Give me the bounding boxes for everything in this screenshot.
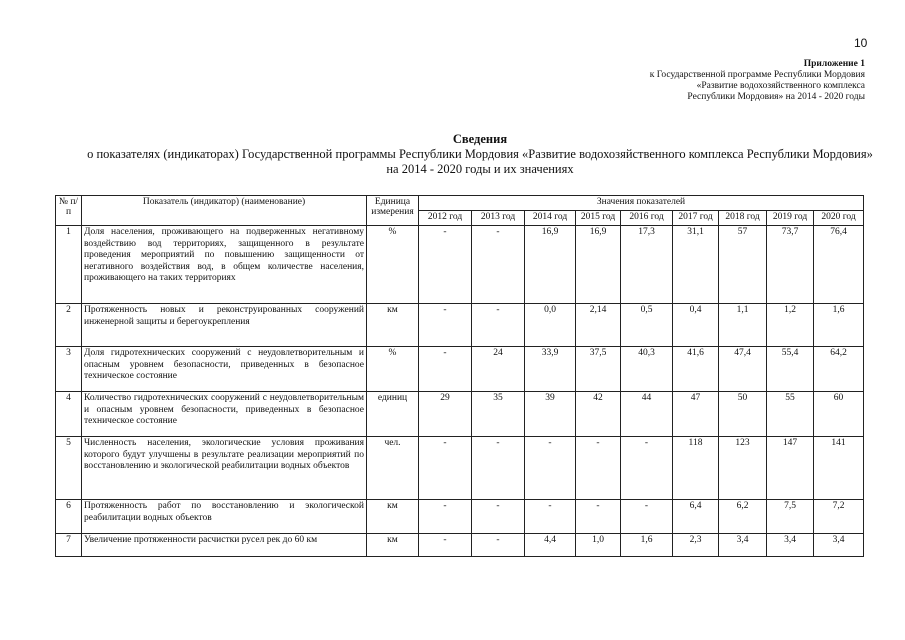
document-heading <box>80 132 880 177</box>
value-cell: - <box>472 500 525 534</box>
value-cell: 33,9 <box>525 347 576 392</box>
table-row <box>56 500 864 534</box>
year-header: 2015 год <box>576 211 621 226</box>
table-body <box>56 226 864 557</box>
appendix-line: Республики Мордовия» на 2014 - 2020 годы <box>687 92 865 102</box>
row-number: 2 <box>56 304 82 347</box>
year-header: 2017 год <box>673 211 719 226</box>
unit-cell: км <box>367 304 419 347</box>
value-cell: 16,9 <box>576 226 621 304</box>
year-header: 2012 год <box>419 211 472 226</box>
value-cell: 24 <box>472 347 525 392</box>
unit-cell: км <box>367 534 419 557</box>
value-cell: 7,2 <box>814 500 864 534</box>
value-cell: - <box>525 437 576 500</box>
table-row <box>56 226 864 304</box>
unit-cell: км <box>367 500 419 534</box>
value-cell: - <box>419 437 472 500</box>
value-cell: 47,4 <box>719 347 767 392</box>
value-cell: 2,3 <box>673 534 719 557</box>
table-row <box>56 534 864 557</box>
value-cell: 47 <box>673 392 719 437</box>
indicator-name: Увеличение протяженности расчистки русел рек до 60 км <box>82 534 367 557</box>
value-cell: 3,4 <box>719 534 767 557</box>
row-number: 3 <box>56 347 82 392</box>
value-cell: 73,7 <box>767 226 814 304</box>
value-cell: 147 <box>767 437 814 500</box>
value-cell: - <box>576 500 621 534</box>
value-cell: 39 <box>525 392 576 437</box>
row-number: 1 <box>56 226 82 304</box>
indicator-name: Доля гидротехнических сооружений с неудовлетворительным и опасным уровнем безопасности, приведенных в безопасное техническое состояние <box>82 347 367 392</box>
page-number: 10 <box>854 36 868 50</box>
value-cell: 16,9 <box>525 226 576 304</box>
indicator-name: Протяженность работ по восстановлению и экологической реабилитации водных объектов <box>82 500 367 534</box>
value-cell: - <box>472 304 525 347</box>
value-cell: 1,6 <box>814 304 864 347</box>
value-cell: - <box>419 304 472 347</box>
value-cell: 29 <box>419 392 472 437</box>
value-cell: 60 <box>814 392 864 437</box>
header-no: № п/п <box>56 196 82 226</box>
value-cell: 37,5 <box>576 347 621 392</box>
indicator-name: Протяженность новых и реконструированных сооружений инженерной защиты и берегоукрепления <box>82 304 367 347</box>
value-cell: 2,14 <box>576 304 621 347</box>
row-number: 5 <box>56 437 82 500</box>
value-cell: 3,4 <box>814 534 864 557</box>
value-cell: 6,2 <box>719 500 767 534</box>
value-cell: 123 <box>719 437 767 500</box>
row-number: 4 <box>56 392 82 437</box>
year-header: 2018 год <box>719 211 767 226</box>
value-cell: 0,4 <box>673 304 719 347</box>
value-cell: - <box>472 226 525 304</box>
value-cell: - <box>419 347 472 392</box>
document-subtitle: о показателях (индикаторах) Государственной программы Республики Мордовия «Развитие водохозяйственного комплекса Республики Мордовия» на 2014 - 2020 годы и их значениях <box>87 147 873 176</box>
header-values: Значения показателей <box>419 196 864 211</box>
year-header: 2019 год <box>767 211 814 226</box>
value-cell: 42 <box>576 392 621 437</box>
table-row <box>56 347 864 392</box>
value-cell: 17,3 <box>621 226 673 304</box>
value-cell: 55 <box>767 392 814 437</box>
header-indicator: Показатель (индикатор) (наименование) <box>82 196 367 226</box>
appendix-block <box>505 59 865 103</box>
value-cell: 31,1 <box>673 226 719 304</box>
row-number: 6 <box>56 500 82 534</box>
value-cell: - <box>576 437 621 500</box>
value-cell: 6,4 <box>673 500 719 534</box>
year-header: 2014 год <box>525 211 576 226</box>
indicator-name: Количество гидротехнических сооружений с неудовлетворительным и опасным уровнем безопасности, приведенных в безопасное техническое состояние <box>82 392 367 437</box>
value-cell: 1,1 <box>719 304 767 347</box>
unit-cell: чел. <box>367 437 419 500</box>
value-cell: - <box>525 500 576 534</box>
indicator-name: Доля населения, проживающего на подверженных негативному воздействию вод территориях, защищенного в результате проведения мероприятий по повышению защищенности от негативного воздействия вод, в общем количестве населения, проживающего на таких территориях <box>82 226 367 304</box>
document-title: Сведения <box>452 132 508 146</box>
value-cell: 40,3 <box>621 347 673 392</box>
value-cell: 57 <box>719 226 767 304</box>
value-cell: 1,2 <box>767 304 814 347</box>
value-cell: 118 <box>673 437 719 500</box>
value-cell: 64,2 <box>814 347 864 392</box>
value-cell: 41,6 <box>673 347 719 392</box>
value-cell: 4,4 <box>525 534 576 557</box>
unit-cell: % <box>367 226 419 304</box>
value-cell: 0,0 <box>525 304 576 347</box>
appendix-title: Приложение 1 <box>803 59 865 69</box>
unit-cell: % <box>367 347 419 392</box>
value-cell: 35 <box>472 392 525 437</box>
value-cell: - <box>621 500 673 534</box>
value-cell: - <box>419 226 472 304</box>
value-cell: 141 <box>814 437 864 500</box>
value-cell: 76,4 <box>814 226 864 304</box>
value-cell: 1,0 <box>576 534 621 557</box>
value-cell: - <box>419 534 472 557</box>
value-cell: 0,5 <box>621 304 673 347</box>
value-cell: 3,4 <box>767 534 814 557</box>
value-cell: - <box>472 437 525 500</box>
table-row <box>56 437 864 500</box>
appendix-line: «Развитие водохозяйственного комплекса <box>696 81 865 91</box>
value-cell: - <box>419 500 472 534</box>
year-header: 2016 год <box>621 211 673 226</box>
row-number: 7 <box>56 534 82 557</box>
table-row <box>56 304 864 347</box>
value-cell: 50 <box>719 392 767 437</box>
year-header: 2020 год <box>814 211 864 226</box>
unit-cell: единиц <box>367 392 419 437</box>
value-cell: - <box>621 437 673 500</box>
value-cell: 44 <box>621 392 673 437</box>
table-row <box>56 392 864 437</box>
appendix-line: к Государственной программе Республики Мордовия <box>649 70 865 80</box>
value-cell: 1,6 <box>621 534 673 557</box>
header-unit: Единица измерения <box>367 196 419 226</box>
indicators-table <box>55 195 864 557</box>
value-cell: - <box>472 534 525 557</box>
year-header: 2013 год <box>472 211 525 226</box>
value-cell: 55,4 <box>767 347 814 392</box>
value-cell: 7,5 <box>767 500 814 534</box>
indicator-name: Численность населения, экологические условия проживания которого будут улучшены в результате реализации мероприятий по восстановлению и экологической реабилитации водных объектов <box>82 437 367 500</box>
